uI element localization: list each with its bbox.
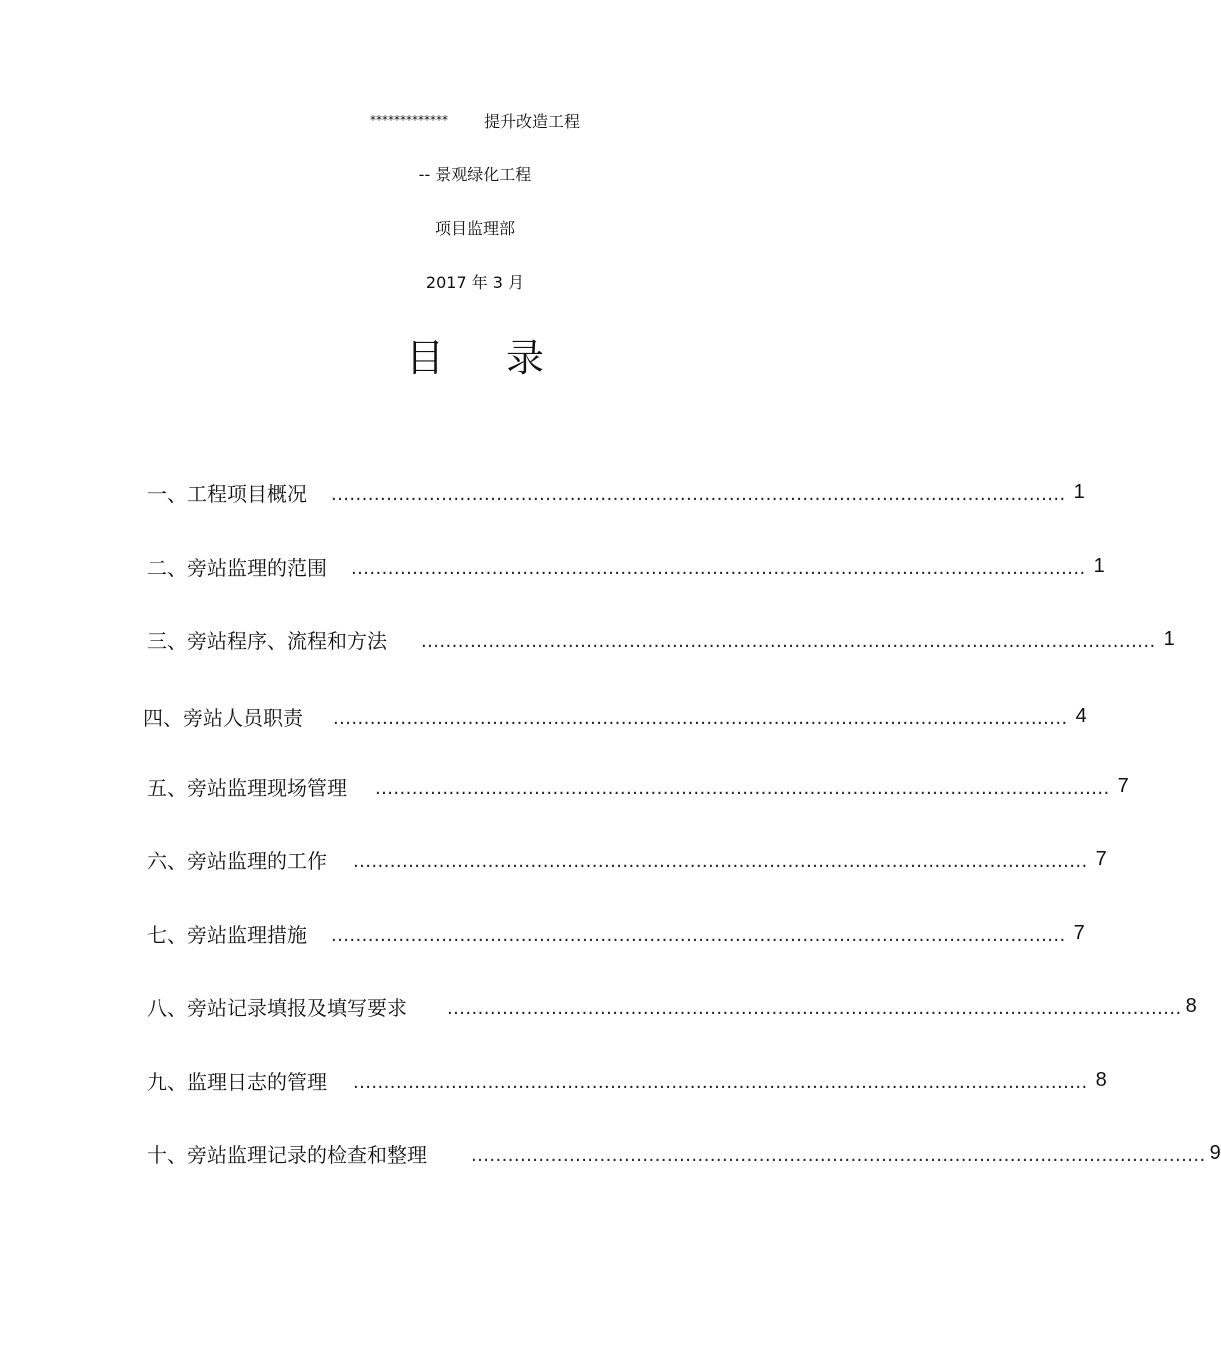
- toc-entry-label: 八、旁站记录填报及填写要求: [147, 995, 407, 1020]
- toc-entry-label: 一、工程项目概况: [147, 481, 307, 506]
- toc-heading-char-2: 录: [506, 336, 545, 380]
- toc-entry-page: 1: [1073, 480, 1085, 503]
- toc-entry-page: 7: [1073, 921, 1085, 944]
- toc-dot-leader: ........................................................................................................................: [375, 777, 1110, 799]
- toc-dot-leader: ........................................................................................................................: [447, 997, 1182, 1019]
- toc-entry-page: 9: [1209, 1141, 1221, 1164]
- toc-entry-page: 4: [1075, 704, 1087, 727]
- toc-dot-leader: ........................................................................................................................: [351, 557, 1086, 579]
- toc-entry-label: 六、旁站监理的工作: [147, 848, 327, 873]
- document-date: 2017 年 3 月: [425, 273, 525, 292]
- toc-heading-char-1: 目: [405, 336, 444, 380]
- project-title-line: [0, 112, 950, 133]
- toc-entry[interactable]: [147, 1138, 1221, 1168]
- toc-entry[interactable]: [147, 771, 1129, 801]
- toc-entry-label: 九、监理日志的管理: [147, 1069, 327, 1094]
- redacted-project-prefix: *************: [369, 113, 448, 127]
- toc-entry[interactable]: [147, 551, 1105, 581]
- toc-entry-page: 7: [1095, 847, 1107, 870]
- toc-entry[interactable]: [147, 918, 1085, 948]
- toc-dot-leader: ........................................................................................................................: [421, 630, 1156, 652]
- toc-entry-page: 8: [1185, 994, 1197, 1017]
- toc-entry-label: 七、旁站监理措施: [147, 922, 307, 947]
- project-name: 提升改造工程: [483, 112, 580, 131]
- toc-dot-leader: ........................................................................................................................: [353, 850, 1088, 872]
- department-name: 项目监理部: [434, 219, 515, 238]
- toc-dot-leader: ........................................................................................................................: [331, 924, 1066, 946]
- toc-entry-label: 三、旁站程序、流程和方法: [147, 628, 387, 653]
- toc-entry-page: 1: [1093, 554, 1105, 577]
- toc-entry-label: 十、旁站监理记录的检查和整理: [147, 1142, 427, 1167]
- toc-entry-label: 二、旁站监理的范围: [147, 555, 327, 580]
- toc-heading: [0, 334, 950, 382]
- toc-dot-leader: ........................................................................................................................: [471, 1144, 1206, 1166]
- toc-entry[interactable]: [147, 844, 1107, 874]
- toc-dot-leader: ........................................................................................................................: [333, 707, 1068, 729]
- toc-dot-leader: ........................................................................................................................: [331, 483, 1066, 505]
- toc-dot-leader: ........................................................................................................................: [353, 1071, 1088, 1093]
- toc-entry-page: 1: [1163, 627, 1175, 650]
- toc-entry[interactable]: [147, 991, 1197, 1021]
- toc-entry[interactable]: [147, 1065, 1107, 1095]
- toc-entry[interactable]: [143, 701, 1087, 731]
- toc-entry-label: 四、旁站人员职责: [143, 705, 303, 730]
- project-subtitle: -- 景观绿化工程: [418, 165, 532, 184]
- toc-entry[interactable]: [147, 477, 1085, 507]
- toc-entry-page: 7: [1117, 774, 1129, 797]
- toc-entry-page: 8: [1095, 1068, 1107, 1091]
- toc-entry-label: 五、旁站监理现场管理: [147, 775, 347, 800]
- toc-entry[interactable]: [147, 624, 1175, 654]
